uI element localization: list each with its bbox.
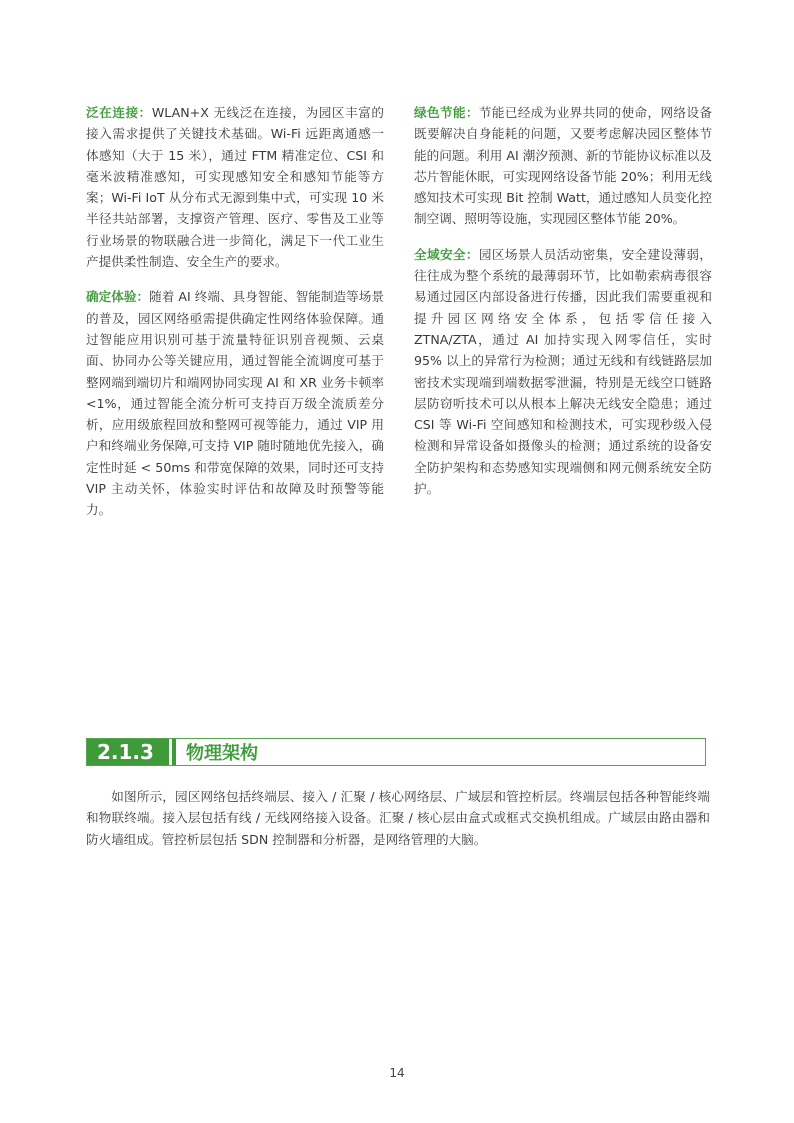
paragraph-text: 随着 AI 终端、具身智能、智能制造等场景的普及，园区网络亟需提供确定性网络体验保障。通过智能应用识别可基于流量特征识别音视频、云桌面、协同办公等关键应用，通过智能全流调度可基于整网端到端切片和端网协同实现 AI 和 XR 业务卡顿率 <1%，通过智能全流分析可支持百万级全流质差分析，应用级旅程回放和整网可视等能力，通过 VIP 用户和终端业务保障,可支持 VIP 随时随地优先接入，确定性时延 < 50ms 和带宽保障的效果，同时还可支持 VIP 主动关怀，体验实时评估和故障及时预警等能力。 [86,289,385,518]
section-header [86,738,706,766]
page-number: 14 [389,1066,405,1080]
ubiquitous-connection-paragraph [86,102,384,272]
left-column [86,102,384,521]
right-column [414,102,712,499]
section-divider-stripe [166,739,176,765]
paragraph-keyword: 泛在连接： [86,105,152,120]
paragraph-keyword: 全域安全： [414,246,479,262]
section-number: 2.1.3 [87,739,166,765]
paragraph-keyword: 确定体验： [86,289,150,305]
deterministic-experience-paragraph [86,286,384,520]
section-title: 物理架构 [185,743,258,764]
paragraph-keyword: 绿色节能： [414,105,479,120]
paragraph-text: WLAN+X 无线泛在连接，为园区丰富的接入需求提供了关键技术基础。Wi-Fi 远距离通感一体感知（大于 15 米），通过 FTM 精准定位、CSI 和毫米波精准感知，可实现感知安全和感知节能等方案；Wi-Fi IoT 从分布式无源到集中式，可实现 10 米半径共站部署，支撑资产管理、医疗、零售及工业等行业场景的物联融合进一步简化，满足下一代工业生产提供柔性制造、安全生产的要求。 [86,105,384,270]
physical-architecture-body: 如图所示，园区网络包括终端层、接入 / 汇聚 / 核心网络层、广域层和管控析层。终端层包括各种智能终端和物联终端。接入层包括有线 / 无线网络接入设备。汇聚 / 核心层由盒式或框式交换机组成。广域层由路由器和防火墙组成。管控析层包括 SDN 控制器和分析器，是网络管理的大脑。 [86,789,710,847]
green-energy-saving-paragraph [414,102,712,230]
full-domain-security-paragraph [414,244,712,500]
paragraph-text: 园区场景人员活动密集，安全建设薄弱，往往成为整个系统的最薄弱环节，比如勒索病毒很容易通过园区内部设备进行传播，因此我们需要重视和提升园区网络安全体系，包括零信任接入 ZTNA/ZTA，通过 AI 加持实现入网零信任，实时 95% 以上的异常行为检测；通过无线和有线链路层加密技术实现端到端数据零泄漏，特别是无线空口链路层防窃听技术可以从根本上解决无线安全隐患；通过 CSI 等 Wi-Fi 空间感知和检测技术，可实现秒级入侵检测和异常设备如摄像头的检测；通过系统的设备安全防护架构和态势感知实现端侧和网元侧系统安全防护。 [414,246,713,497]
paragraph-text: 节能已经成为业界共同的使命，网络设备既要解决自身能耗的问题，又要考虑解决园区整体节能的问题。利用 AI 潮汐预测、新的节能协议标准以及芯片智能休眠，可实现网络设备节能 20%；利用无线感知技术可实现 Bit 控制 Watt，通过感知人员变化控制空调、照明等设施，实现园区整体节能 20%。 [414,105,713,227]
